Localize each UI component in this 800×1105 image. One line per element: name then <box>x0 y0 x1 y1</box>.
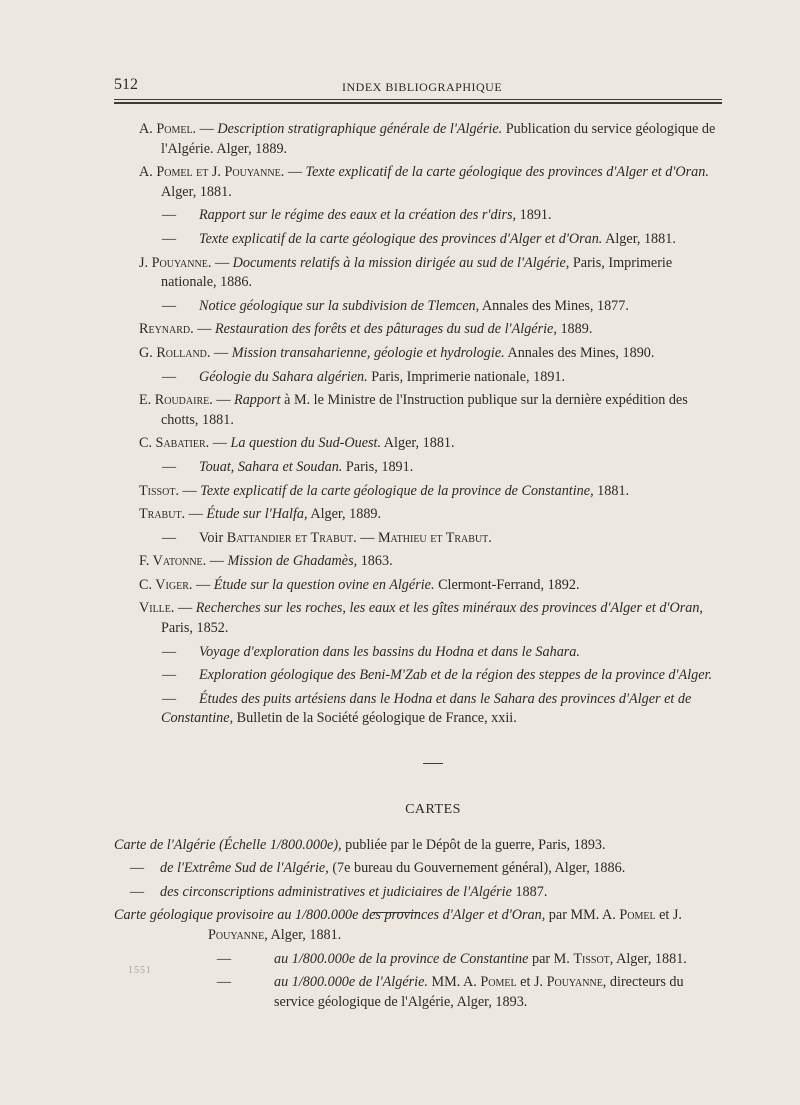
bib-entry <box>114 458 724 478</box>
bib-entry <box>114 482 724 502</box>
entry-publication: à M. le Ministre de l'Instruction publique sur la dernière expédition des chotts, 1881. <box>161 392 688 428</box>
carte-rest: directeurs du service géologique de l'Algérie, Alger, 1893. <box>274 974 684 1010</box>
bib-entry <box>114 230 724 250</box>
entry-title: Texte explicatif de la carte géologique des provinces d'Alger et d'Oran. <box>305 164 709 181</box>
carte-author: Tissot, <box>573 950 614 967</box>
entry-separator: — <box>196 121 218 137</box>
entry-title: Rapport <box>234 392 281 409</box>
entry-title: Recherches sur les roches, les eaux et les gîtes minéraux des provinces d'Alger et d'Oran, <box>195 600 703 617</box>
entry-author: Ville. <box>139 600 175 617</box>
ditto-dash: — <box>161 207 177 224</box>
bib-entry <box>114 120 724 159</box>
bib-entry <box>114 368 724 388</box>
carte-rest: et J. <box>655 907 682 924</box>
entry-separator: — <box>193 321 215 338</box>
entry-publication: Annales des Mines, 1890. <box>504 344 655 361</box>
entry-publication: Alger, 1881. <box>602 230 676 247</box>
bib-entry <box>114 344 724 364</box>
carte-rest: Alger, 1881. <box>267 927 342 943</box>
cartes-heading: CARTES <box>405 802 461 818</box>
entry-publication: Alger, 1881. <box>381 435 455 452</box>
entry-title: Géologie du Sahara algérien. <box>199 368 368 385</box>
entry-separator: — <box>284 164 306 181</box>
bib-entry <box>114 552 724 572</box>
carte-rest: par MM. A. <box>545 907 620 924</box>
entry-title: Texte explicatif de la carte géologique de la province de Constantine, <box>200 482 594 499</box>
entry-separator: — <box>209 435 231 452</box>
ditto-dash: — <box>129 883 145 900</box>
ditto-dash: — <box>161 297 177 314</box>
entry-author: Reynard. <box>139 321 194 338</box>
entry-title: Exploration géologique des Beni-M'Zab et de la région des steppes de la province d'Alger. <box>199 667 713 684</box>
entry-separator: — <box>174 600 196 617</box>
entry-author: F. Vatonne. <box>139 553 207 570</box>
entry-author: A. Pomel. <box>139 121 197 137</box>
entry-title: Voyage d'exploration dans les bassins du Hodna et dans le Sahara. <box>199 643 580 660</box>
entry-title: Documents relatifs à la mission dirigée au sud de l'Algérie, <box>232 254 570 271</box>
header-rule-thin <box>114 99 722 100</box>
entry-separator: — <box>211 254 233 271</box>
entry-text: Voir <box>199 529 227 546</box>
carte-author: Pouyanne, <box>208 927 268 943</box>
entry-separator: — <box>210 344 232 361</box>
carte-rest: Alger, 1881. <box>613 950 687 967</box>
entry-author: J. Pouyanne. <box>139 254 212 271</box>
carte-title: Carte géologique provisoire au 1/800.000e des provinces d'Alger et d'Oran, <box>114 907 546 924</box>
entry-title: La question du Sud-Ouest. <box>230 435 382 452</box>
ditto-dash: — <box>161 368 177 385</box>
carte-author: Pomel <box>619 907 656 924</box>
carte-author: Pomel <box>480 974 517 991</box>
carte-entry <box>114 950 724 970</box>
bib-entry <box>114 505 724 525</box>
entry-publication: 1881. <box>593 482 630 499</box>
entry-title: Mission de Ghadamès, <box>227 553 358 570</box>
ditto-dash: — <box>216 974 232 991</box>
ditto-dash: — <box>161 667 177 684</box>
entry-publication: Alger, 1889. <box>307 506 382 523</box>
bib-entry <box>114 666 724 686</box>
carte-title: au 1/800.000e de la province de Constantine <box>274 950 529 967</box>
bib-entry <box>114 297 724 317</box>
entry-publication: Bulletin de la Société géologique de France, xxii. <box>233 710 517 727</box>
entry-author: Trabut. <box>139 506 186 523</box>
bib-entry <box>114 529 724 549</box>
library-stamp: 1551 <box>128 965 152 976</box>
page-number: 512 <box>114 76 138 93</box>
entry-separator: — <box>179 482 201 499</box>
carte-rest: (7e bureau du Gouvernement général), Alger, 1886. <box>328 860 626 877</box>
bib-entry <box>114 391 724 430</box>
entry-title: Études des puits artésiens dans le Hodna et dans le Sahara des provinces d'Alger et de Constantine, <box>161 690 692 727</box>
entry-title: Restauration des forêts et des pâturages du sud de l'Algérie, <box>214 321 557 338</box>
bib-entry <box>114 254 724 293</box>
bib-entry <box>114 599 724 638</box>
entry-separator: — <box>206 553 228 570</box>
carte-title: des circonscriptions administratives et judiciaires de l'Algérie <box>160 883 512 900</box>
running-title: INDEX BIBLIOGRAPHIQUE <box>342 80 503 94</box>
entry-publication: 1863. <box>357 553 393 570</box>
entry-list <box>114 120 724 729</box>
ditto-dash: — <box>161 230 177 247</box>
bib-entry <box>114 576 724 596</box>
entry-separator: — <box>212 392 235 409</box>
entry-title: Rapport sur le régime des eaux et la création des r'dirs, <box>199 207 517 224</box>
carte-rest: MM. A. <box>427 974 481 991</box>
ditto-dash: — <box>161 690 177 707</box>
carte-title: Carte de l'Algérie (Échelle 1/800.000e), <box>114 836 342 853</box>
entry-author: A. Pomel et J. Pouyanne. <box>139 164 285 181</box>
entry-publication: Paris, Imprimerie nationale, 1891. <box>367 368 566 385</box>
entry-publication: Clermont-Ferrand, 1892. <box>434 576 580 593</box>
entry-publication: Annales des Mines, 1877. <box>479 297 629 314</box>
ditto-dash: — <box>216 950 232 967</box>
carte-entry <box>114 883 724 903</box>
entry-author: C. Sabatier. <box>139 435 210 452</box>
entry-title: Étude sur la question ovine en Algérie. <box>213 576 435 593</box>
entry-author: C. Viger. <box>139 576 193 593</box>
bib-entry <box>114 206 724 226</box>
carte-rest: 1887. <box>511 883 548 900</box>
carte-rest: publiée par le Dépôt de la guerre, Paris, 1893. <box>341 836 606 853</box>
entry-publication: Paris, 1852. <box>161 620 229 637</box>
entry-publication: 1889. <box>556 321 593 338</box>
ditto-dash: — <box>129 860 145 877</box>
entry-title: Touat, Sahara et Soudan. <box>199 458 343 475</box>
entry-title: Étude sur l'Halfa, <box>206 506 308 523</box>
carte-rest: et J. <box>516 974 547 991</box>
bib-entry <box>114 643 724 663</box>
carte-title: au 1/800.000e de l'Algérie. <box>274 974 428 991</box>
entry-title: Texte explicatif de la carte géologique des provinces d'Alger et d'Oran. <box>199 230 603 247</box>
entry-separator: — <box>185 506 207 523</box>
ditto-dash: — <box>161 643 177 660</box>
bibliography-body <box>114 120 724 1016</box>
entry-publication: Alger, 1881. <box>161 183 232 200</box>
end-rule <box>372 912 420 913</box>
section-separator <box>423 763 443 764</box>
bib-entry <box>114 434 724 454</box>
carte-title: de l'Extrême Sud de l'Algérie, <box>160 860 329 877</box>
bib-entry <box>114 320 724 340</box>
entry-author: E. Roudaire. <box>139 392 213 409</box>
entry-title: Notice géologique sur la subdivision de Tlemcen, <box>199 297 480 314</box>
bib-entry <box>114 163 724 202</box>
entry-separator: — <box>192 576 214 593</box>
entry-title: Mission transaharienne, géologie et hydrologie. <box>231 344 505 361</box>
entry-publication: Paris, 1891. <box>342 458 414 475</box>
entry-publication: 1891. <box>516 207 552 224</box>
ditto-dash: — <box>161 458 177 475</box>
bib-entry <box>114 690 724 729</box>
carte-entry <box>114 973 724 1012</box>
entry-author: Tissot. <box>139 482 179 499</box>
entry-publication: Publication du service géologique de l'Algérie. Alger, 1889. <box>161 121 716 157</box>
carte-author: Pouyanne, <box>546 974 607 991</box>
ditto-dash: — <box>161 529 177 546</box>
entry-title: Description stratigraphique générale de l'Algérie. <box>217 121 503 137</box>
carte-entry <box>114 859 724 879</box>
entry-publication: Paris, Imprimerie nationale, 1886. <box>161 254 673 291</box>
carte-entry <box>114 836 724 856</box>
carte-rest: par M. <box>528 950 574 967</box>
header-rule-thick <box>114 102 722 104</box>
entry-author: Battandier et Trabut. — Mathieu et Trabut. <box>226 529 492 546</box>
entry-author: G. Rolland. <box>139 344 211 361</box>
